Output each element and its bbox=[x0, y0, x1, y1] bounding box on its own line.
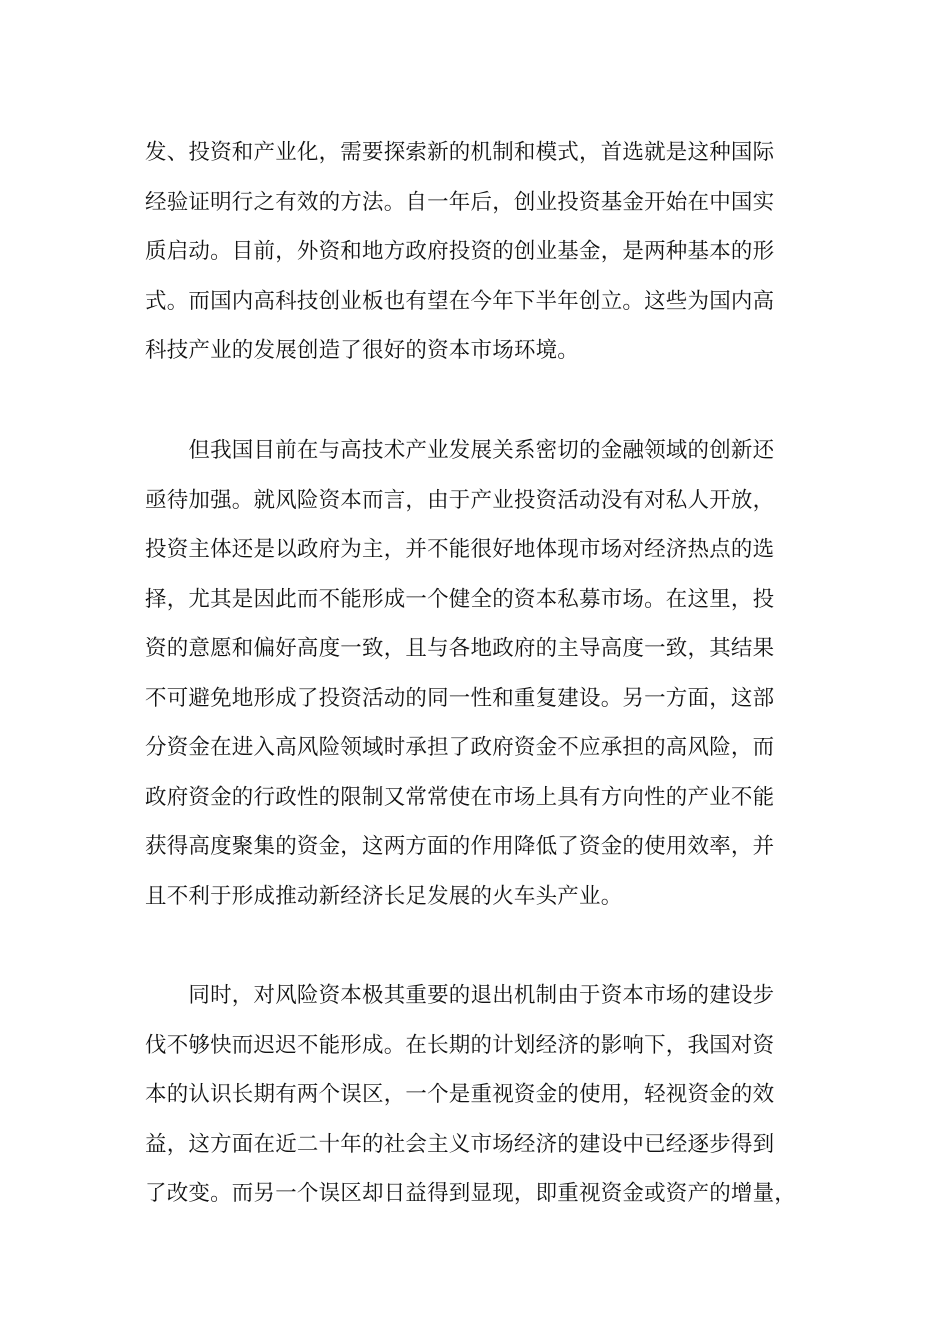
text-line: 发、投资和产业化，需要探索新的机制和模式，首选就是这种国际 bbox=[145, 140, 775, 165]
paragraph-3 bbox=[145, 971, 825, 1219]
text-line: 不可避免地形成了投资活动的同一性和重复建设。另一方面，这部 bbox=[145, 685, 775, 711]
text-line: 本的认识长期有两个误区，一个是重视资金的使用，轻视资金的效 bbox=[145, 1082, 775, 1107]
text-line: 同时，对风险资本极其重要的退出机制由于资本市场的建设步 bbox=[145, 983, 775, 1008]
text-line: 亟待加强。就风险资本而言，由于产业投资活动没有对私人开放， bbox=[145, 487, 775, 513]
paragraph-2 bbox=[145, 426, 825, 921]
text-line: 资的意愿和偏好高度一致，且与各地政府的主导高度一致，其结果 bbox=[145, 636, 775, 661]
text-line: 科技产业的发展创造了很好的资本市场环境。 bbox=[145, 338, 580, 363]
text-line: 分资金在进入高风险领域时承担了政府资金不应承担的高风险，而 bbox=[145, 735, 775, 760]
text-line: 投资主体还是以政府为主，并不能很好地体现市场对经济热点的选 bbox=[145, 537, 775, 562]
text-line: 获得高度聚集的资金，这两方面的作用降低了资金的使用效率，并 bbox=[145, 834, 775, 859]
text-line: 了改变。而另一个误区却日益得到显现，即重视资金或资产的增量， bbox=[145, 1181, 797, 1206]
text-line: 择，尤其是因此而不能形成一个健全的资本私募市场。在这里，投 bbox=[145, 586, 775, 612]
text-line: 且不利于形成推动新经济长足发展的火车头产业。 bbox=[145, 883, 623, 909]
text-line: 益，这方面在近二十年的社会主义市场经济的建设中已经逐步得到 bbox=[145, 1131, 775, 1157]
text-line: 式。而国内高科技创业板也有望在今年下半年创立。这些为国内高 bbox=[145, 288, 775, 314]
paragraph-1 bbox=[145, 128, 825, 376]
text-line: 但我国目前在与高技术产业发展关系密切的金融领域的创新还 bbox=[145, 438, 775, 463]
text-line: 伐不够快而迟迟不能形成。在长期的计划经济的影响下，我国对资 bbox=[145, 1032, 775, 1058]
text-line: 政府资金的行政性的限制又常常使在市场上具有方向性的产业不能 bbox=[145, 784, 775, 810]
text-line: 经验证明行之有效的方法。自一年后，创业投资基金开始在中国实 bbox=[145, 189, 775, 215]
text-line: 质启动。目前，外资和地方政府投资的创业基金，是两种基本的形 bbox=[145, 239, 775, 264]
